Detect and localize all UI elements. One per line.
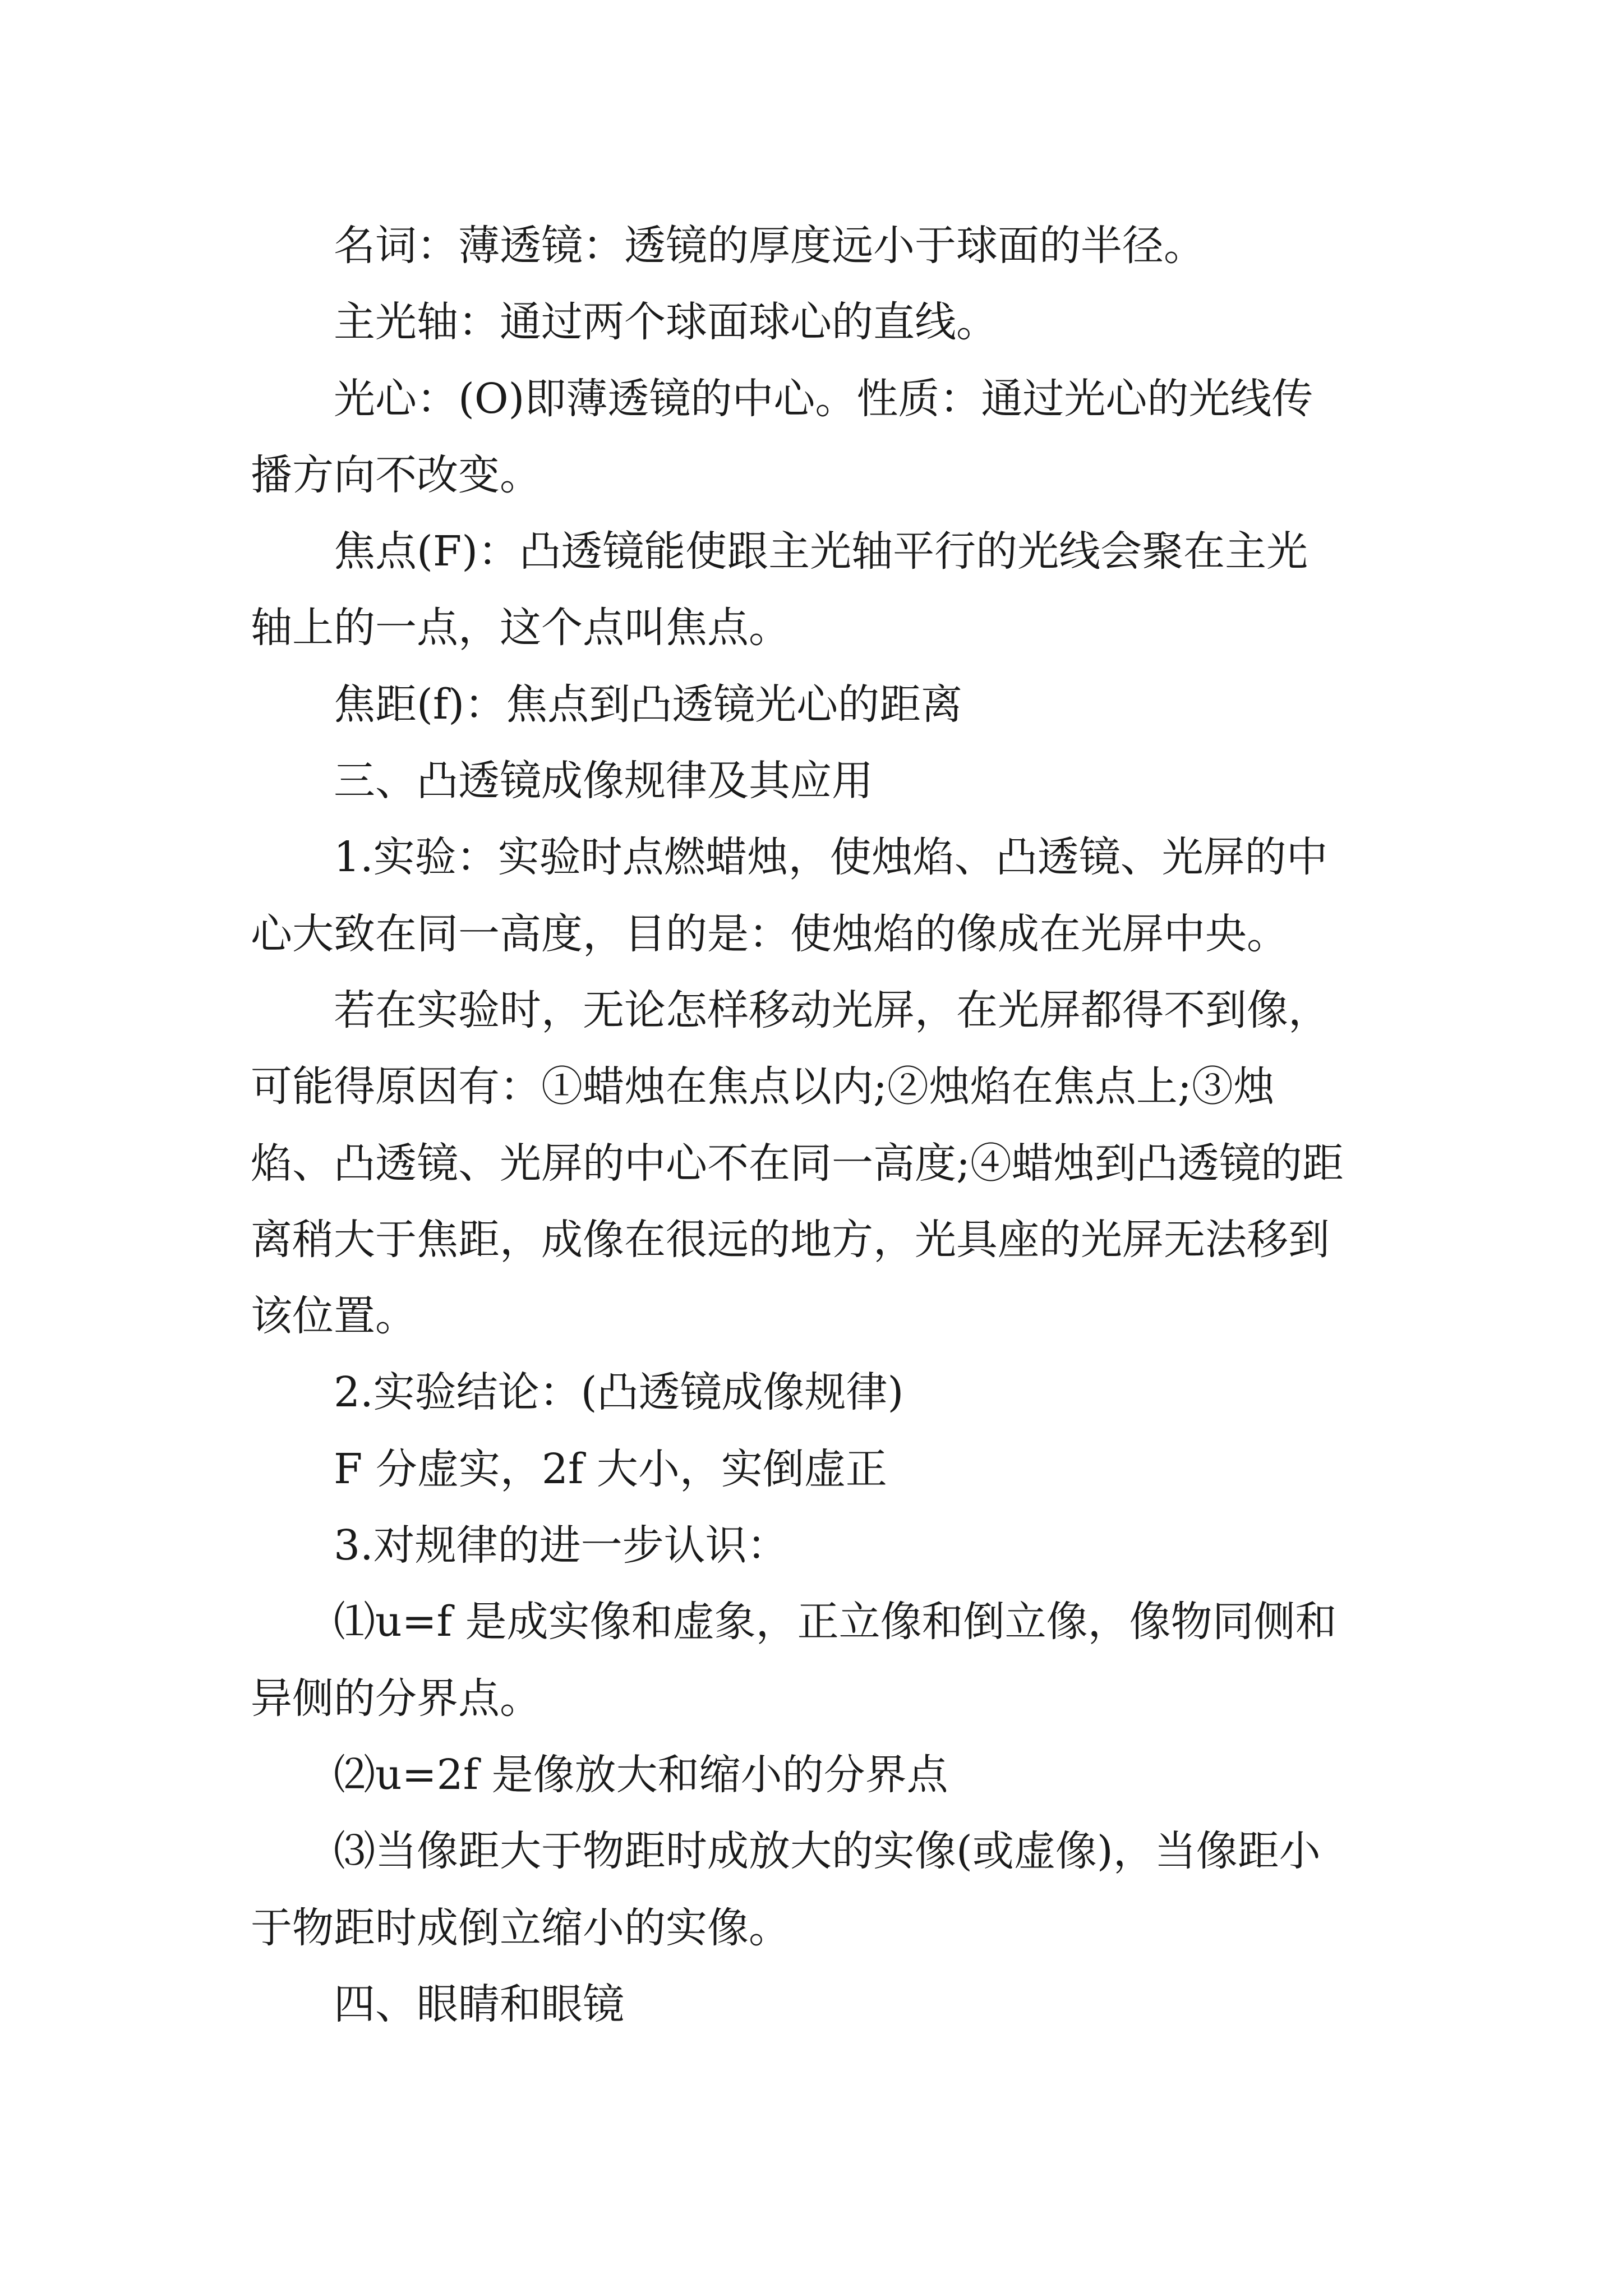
text-line: 异侧的分界点。 xyxy=(251,1674,541,1723)
text-line: ⑵u=2f 是像放大和缩小的分界点 xyxy=(334,1750,948,1799)
text-line: 主光轴：通过两个球面球心的直线。 xyxy=(334,298,998,347)
paragraph-rule-3 xyxy=(251,1813,1378,1966)
text-line: 四、眼睛和眼镜 xyxy=(334,1980,624,2028)
text-line: 可能得原因有：①蜡烛在焦点以内;②烛焰在焦点上;③烛 xyxy=(251,1062,1275,1111)
paragraph-optical-center xyxy=(251,361,1378,514)
paragraph-experiment xyxy=(251,819,1378,972)
text-line: 离稍大于焦距，成像在很远的地方，光具座的光屏无法移到 xyxy=(251,1215,1330,1264)
paragraph-thin-lens xyxy=(251,208,1378,284)
text-line: 于物距时成倒立缩小的实像。 xyxy=(251,1903,790,1952)
text-line: 播方向不改变。 xyxy=(251,450,541,499)
text-line: 轴上的一点，这个点叫焦点。 xyxy=(251,604,790,652)
text-line: 3.对规律的进一步认识： xyxy=(334,1521,789,1570)
section-heading-3 xyxy=(251,743,1378,819)
paragraph-troubleshooting xyxy=(251,972,1378,1354)
text-line: 焦距(f)：焦点到凸透镜光心的距离 xyxy=(334,680,963,729)
paragraph-rule-1 xyxy=(251,1584,1378,1737)
paragraph-focal-length xyxy=(251,666,1378,743)
text-line: F 分虚实，2f 大小，实倒虚正 xyxy=(334,1444,887,1493)
paragraph-focal-point xyxy=(251,513,1378,666)
text-line: 光心：(O)即薄透镜的中心。性质：通过光心的光线传 xyxy=(334,374,1313,423)
text-line: 焦点(F)：凸透镜能使跟主光轴平行的光线会聚在主光 xyxy=(334,527,1308,576)
text-line: 心大致在同一高度，目的是：使烛焰的像成在光屏中央。 xyxy=(251,909,1288,958)
paragraph-conclusion xyxy=(251,1354,1378,1430)
text-line: 名词：薄透镜：透镜的厚度远小于球面的半径。 xyxy=(334,222,1205,270)
paragraph-further-understanding xyxy=(251,1507,1378,1584)
text-line: 三、凸透镜成像规律及其应用 xyxy=(334,757,873,806)
text-line: 该位置。 xyxy=(251,1292,417,1341)
text-line: 1.实验：实验时点燃蜡烛，使烛焰、凸透镜、光屏的中 xyxy=(334,833,1328,882)
text-line: ⑴u=f 是成实像和虚象，正立像和倒立像，像物同侧和 xyxy=(334,1598,1337,1646)
text-line: 2.实验结论：(凸透镜成像规律) xyxy=(334,1368,904,1417)
section-heading-4 xyxy=(251,1966,1378,2042)
text-line: ⑶当像距大于物距时成放大的实像(或虚像)，当像距小 xyxy=(334,1827,1321,1876)
paragraph-rule-2 xyxy=(251,1737,1378,1813)
paragraph-mnemonic xyxy=(251,1431,1378,1507)
text-line: 若在实验时，无论怎样移动光屏，在光屏都得不到像， xyxy=(334,986,1330,1034)
text-line: 焰、凸透镜、光屏的中心不在同一高度;④蜡烛到凸透镜的距 xyxy=(251,1139,1344,1188)
document-body xyxy=(251,208,1378,2042)
paragraph-principal-axis xyxy=(251,284,1378,360)
